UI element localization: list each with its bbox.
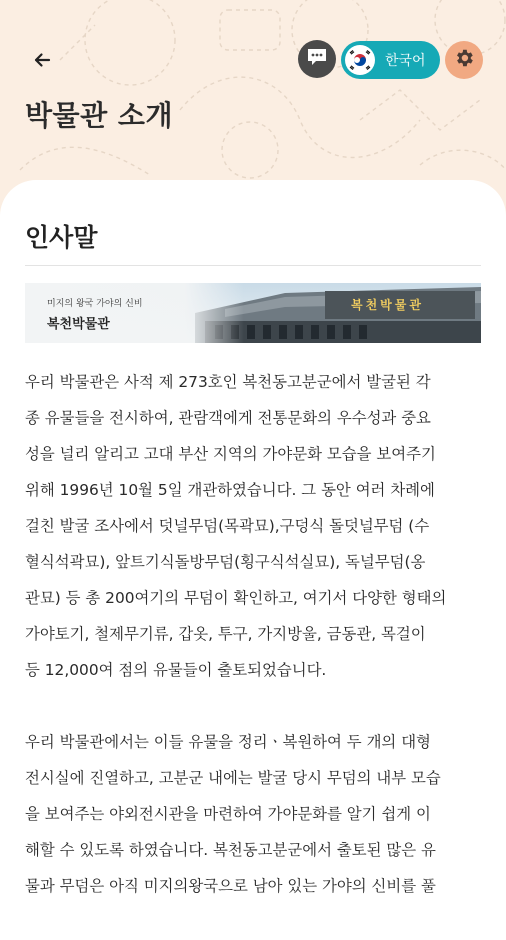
text-line: 해할 수 있도록 하였습니다. 복천동고분군에서 출토된 많은 유	[25, 841, 436, 859]
korean-flag-icon	[345, 45, 375, 75]
language-button[interactable]	[341, 41, 440, 79]
banner-sign-text: 복천박물관	[351, 298, 424, 312]
page-title: 박물관 소개	[25, 99, 173, 132]
museum-banner	[25, 283, 481, 343]
language-label: 한국어	[385, 53, 426, 69]
text-line: 위해 1996년 10월 5일 개관하였습니다. 그 동안 여러 차례에	[25, 481, 435, 499]
paragraph	[25, 364, 487, 688]
banner-tagline: 미지의 왕국 가야의 신비	[47, 299, 143, 309]
text-line: 을 보여주는 야외전시관을 마련하여 가야문화를 알기 쉽게 이	[25, 805, 431, 823]
text-line: 종 유물들을 전시하여, 관람객에게 전통문화의 우수성과 중요	[25, 409, 431, 427]
text-line: 우리 박물관에서는 이들 유물을 정리ㆍ복원하여 두 개의 대형	[25, 733, 431, 751]
section-title: 인사말	[25, 223, 98, 252]
chat-button[interactable]	[298, 40, 336, 78]
text-line: 혈식석곽묘), 앞트기식돌방무덤(횡구식석실묘), 독널무덤(옹	[25, 553, 426, 571]
introduction-text	[25, 364, 487, 904]
arrow-left-icon	[32, 50, 52, 74]
section-divider	[25, 265, 481, 266]
text-line: 가야토기, 철제무기류, 갑옷, 투구, 가지방울, 금동관, 목걸이	[25, 625, 426, 643]
back-button[interactable]	[22, 42, 62, 82]
text-line: 등 12,000여 점의 유물들이 출토되었습니다.	[25, 661, 327, 679]
text-line: 걸친 발굴 조사에서 덧널무덤(목곽묘),구덩식 돌덧널무덤 (수	[25, 517, 430, 535]
text-line: 우리 박물관은 사적 제 273호인 복천동고분군에서 발굴된 각	[25, 373, 431, 391]
settings-button[interactable]	[445, 41, 483, 79]
text-line: 성을 널리 알리고 고대 부산 지역의 가야문화 모습을 보여주기	[25, 445, 436, 463]
text-line: 물과 무덤은 아직 미지의왕국으로 남아 있는 가야의 신비를 풀	[25, 877, 436, 895]
text-line: 관묘) 등 총 200여기의 무덤이 확인하고, 여기서 다양한 형태의	[25, 589, 447, 607]
paragraph	[25, 724, 487, 904]
speech-bubble-icon	[305, 45, 329, 73]
gear-icon	[453, 47, 475, 73]
banner-museum-name: 복천박물관	[47, 317, 110, 332]
text-line: 전시실에 진열하고, 고분군 내에는 발굴 당시 무덤의 내부 모습	[25, 769, 441, 787]
